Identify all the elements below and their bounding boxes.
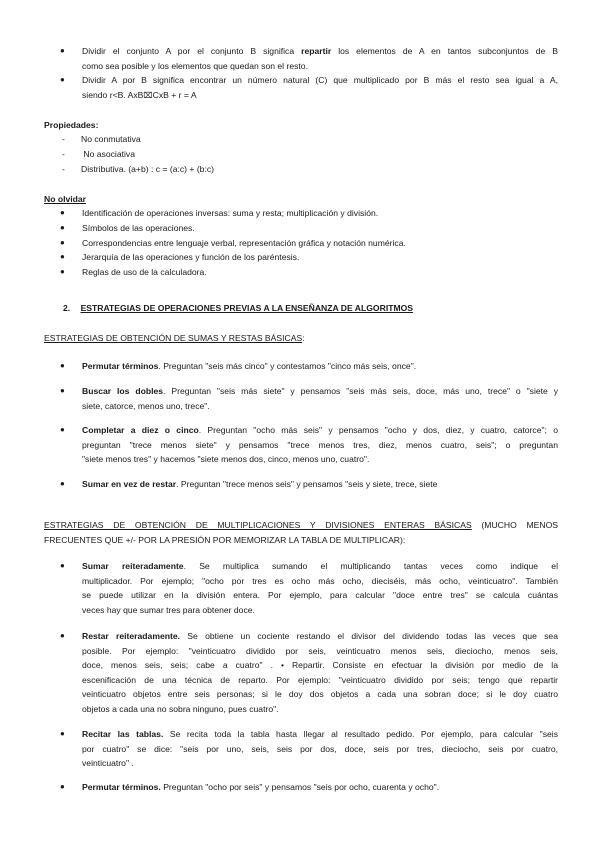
text-line [82, 644, 558, 659]
text-line [82, 756, 558, 771]
dash-marker: - [62, 164, 65, 174]
list-item-text: Reglas de uso de la calculadora. [82, 267, 207, 278]
text-run: posible. Por ejemplo: "veinticuatro dividido por seis, veinticuatro menos seis, dieciocho, menos seis, [82, 645, 558, 656]
text-run: los elementos de A en tantos subconjuntos de B [331, 46, 559, 56]
text-line [82, 44, 558, 59]
mult-heading-underlined: ESTRATEGIAS DE OBTENCIÓN DE MULTIPLICACIONES Y DIVISIONES ENTERAS BÁSICAS [44, 520, 472, 530]
text-run: siendo r<B. AxB [82, 89, 144, 100]
text-line [82, 559, 558, 574]
bullet-marker: ● [60, 479, 65, 488]
sums-strategies-heading [44, 331, 305, 346]
bullet-marker: ● [60, 267, 65, 277]
list-item-text: No conmutativa [81, 134, 141, 144]
list-item-text [82, 559, 558, 617]
list-item [60, 73, 558, 103]
list-item-text [82, 423, 558, 467]
bullet-marker: ● [60, 46, 65, 55]
text-run: Se obtiene un cociente restando el divisor del dividendo todas las veces que sea [180, 631, 558, 641]
text-run: . Preguntan "ocho más seis" y pensamos "ocho y dos, diez, y cuatro, catorce"; o [198, 425, 558, 435]
bullet-marker: ● [60, 252, 65, 262]
list-item [60, 559, 558, 617]
text-run: objetos a cada una no sobra ninguno, pues cuatro". [82, 703, 279, 714]
text-line [82, 359, 558, 374]
text-line [82, 574, 558, 589]
bullet-marker: ● [60, 237, 65, 247]
sums-heading-text: ESTRATEGIAS DE OBTENCIÓN DE SUMAS Y RESTAS BÁSICAS [44, 333, 303, 343]
text-run: Se recita toda la tabla hasta llegar al resultado pedido. Por ejemplo, para calcular "seis [163, 729, 558, 739]
sums-heading-suffix: : [302, 333, 305, 343]
list-item-text: Símbolos de las operaciones. [82, 222, 195, 233]
bullet-marker: ● [60, 729, 65, 738]
list-item-text [82, 727, 558, 771]
list-item-text: Identificación de operaciones inversas: suma y resta; multiplicación y división. [82, 208, 379, 218]
list-item [60, 727, 558, 771]
missing-glyph-box: ⌧ [143, 90, 153, 100]
bullet-marker: ● [60, 386, 65, 395]
bullet-marker: ● [60, 222, 65, 232]
list-item-text: Jerarquía de las operaciones y función de los paréntesis. [82, 252, 300, 263]
bold-term: Permutar términos. [82, 782, 161, 792]
bold-term: Sumar en vez de restar [82, 479, 177, 489]
text-line [82, 88, 558, 104]
mult-strategies-heading [44, 518, 558, 547]
bold-term: Completar a diez o cinco [82, 425, 199, 435]
text-line [82, 673, 558, 688]
list-item-text [82, 780, 558, 795]
list-item-text [82, 359, 558, 374]
text-line [82, 742, 558, 757]
bullet-marker: ● [60, 561, 65, 570]
section-2-heading [63, 301, 413, 316]
text-run: CxB + r = A [152, 89, 197, 100]
dash-marker: - [62, 149, 65, 159]
text-line [82, 59, 558, 74]
list-item-text [82, 44, 558, 73]
text-run: veinticuatro objetos entre seis personas; si le doy dos objetos a cada una sobran doce; si le doy cuatro [82, 689, 558, 700]
text-line [82, 629, 558, 644]
list-item-text: Correspondencias entre lenguaje verbal, representación gráfica y notación numérica. [82, 237, 406, 248]
mult-heading-line [44, 518, 558, 533]
list-item [60, 477, 558, 492]
text-line [82, 423, 558, 438]
bullet-marker: ● [60, 631, 65, 640]
text-run: Preguntan "ocho por seis" y pensamos "seis por ocho, cuarenta y ocho". [160, 782, 440, 792]
properties-heading: Propiedades: [44, 120, 99, 130]
bold-term: repartir [301, 46, 332, 56]
section-title: ESTRATEGIAS DE OPERACIONES PREVIAS A LA ENSEÑANZA DE ALGORITMOS [80, 303, 414, 313]
text-run: se puede utilizar en la división entera. Por ejemplo, para calcular "doce entre tres" se calcula cuántas [82, 590, 558, 601]
bold-term: Sumar reiteradamente [82, 561, 184, 571]
text-run: veces hay que sumar tres para obtener doce. [82, 604, 255, 615]
bold-term: Buscar los dobles [82, 386, 164, 396]
text-run: doce, menos seis, seis; cabe a cuatro" . • Repartir. Consiste en efectuar la división por medio de la [82, 660, 558, 671]
list-item [60, 780, 558, 795]
list-item-text [82, 477, 558, 492]
text-run: siete, catorce, menos uno, trece". [82, 400, 210, 411]
list-item-text [82, 629, 558, 717]
text-run: como sea posible y los elementos que quedan son el resto. [82, 60, 308, 71]
text-run: . Preguntan "seis más siete" y pensamos "seis más seis, doce, más uno, trece" o "siete y [163, 386, 559, 396]
text-line [82, 438, 558, 453]
list-item-text [82, 384, 558, 413]
text-line [82, 384, 558, 399]
list-item-text: No asociativa [81, 149, 135, 159]
list-item-text: Distributiva. (a+b) : c = (a:c) + (b:c) [81, 164, 215, 174]
no-olvidar-heading [44, 192, 86, 207]
list-item [60, 423, 558, 467]
text-line [82, 477, 558, 492]
list-item [60, 359, 558, 374]
text-line [82, 73, 558, 88]
text-run: Dividir A por B significa encontrar un número natural (C) que multiplicado por B más el resto sea igual a A, [82, 75, 558, 85]
text-run: "siete menos tres" y hacemos "siete menos dos, cinco, menos uno, cuatro". [82, 454, 370, 465]
list-item [60, 44, 558, 73]
text-line [82, 603, 558, 618]
text-run: escenificación de una técnica de reparto. Por ejemplo: "veinticuatro dividido por seis; tengo que repartir [82, 674, 558, 685]
text-line [82, 780, 558, 795]
section-number: 2. [63, 303, 71, 313]
bold-term: Recitar las tablas. [82, 729, 164, 739]
text-run: . Se multiplica sumando el multiplicando tantas veces como indique el [183, 561, 558, 571]
text-line [82, 399, 558, 414]
bold-term: Permutar términos [82, 361, 159, 371]
text-run: multiplicador. Por ejemplo; "ocho por tres es ocho más ocho, dieciséis, más ocho, veinticuatro". También [82, 575, 558, 586]
text-line [82, 452, 558, 467]
text-run: . Preguntan "trece menos seis" y pensamos "seis y siete, trece, siete [176, 479, 438, 489]
text-line [82, 658, 558, 673]
list-item-text [82, 73, 558, 103]
bullet-marker: ● [60, 361, 65, 370]
bold-term: Restar reiteradamente. [82, 631, 181, 641]
text-run: Dividir el conjunto A por el conjunto B significa [82, 46, 302, 56]
text-line [82, 588, 558, 603]
text-line [82, 727, 558, 742]
list-item [60, 384, 558, 413]
mult-heading-line: FRECUENTES QUE +/- POR LA PRESIÓN POR MEMORIZAR LA TABLA DE MULTIPLICAR): [44, 534, 406, 545]
bullet-marker: ● [60, 208, 65, 217]
bullet-marker: ● [60, 425, 65, 434]
text-run: por cuatro" se dice: "seis por uno, seis, seis por dos, doce, seis por tres, dieciocho, seis por cuatro, [82, 743, 558, 754]
mult-heading-suffix: (MUCHO MENOS [471, 520, 558, 530]
bullet-marker: ● [60, 782, 65, 791]
dash-marker: - [62, 134, 65, 144]
text-line [82, 687, 558, 702]
text-run: . Preguntan "seis más cinco" y contestamos "cinco más seis, once". [158, 361, 417, 371]
list-item [60, 629, 558, 717]
bullet-marker: ● [60, 75, 65, 84]
no-olvidar-heading-text: No olvidar [44, 194, 87, 204]
text-run: veinticuatro" . [82, 758, 134, 769]
text-line [82, 702, 558, 717]
text-run: preguntan "trece menos siete" y pensamos "trece menos tres, diez, menos cuatro, seis"; o preguntan [82, 439, 558, 450]
